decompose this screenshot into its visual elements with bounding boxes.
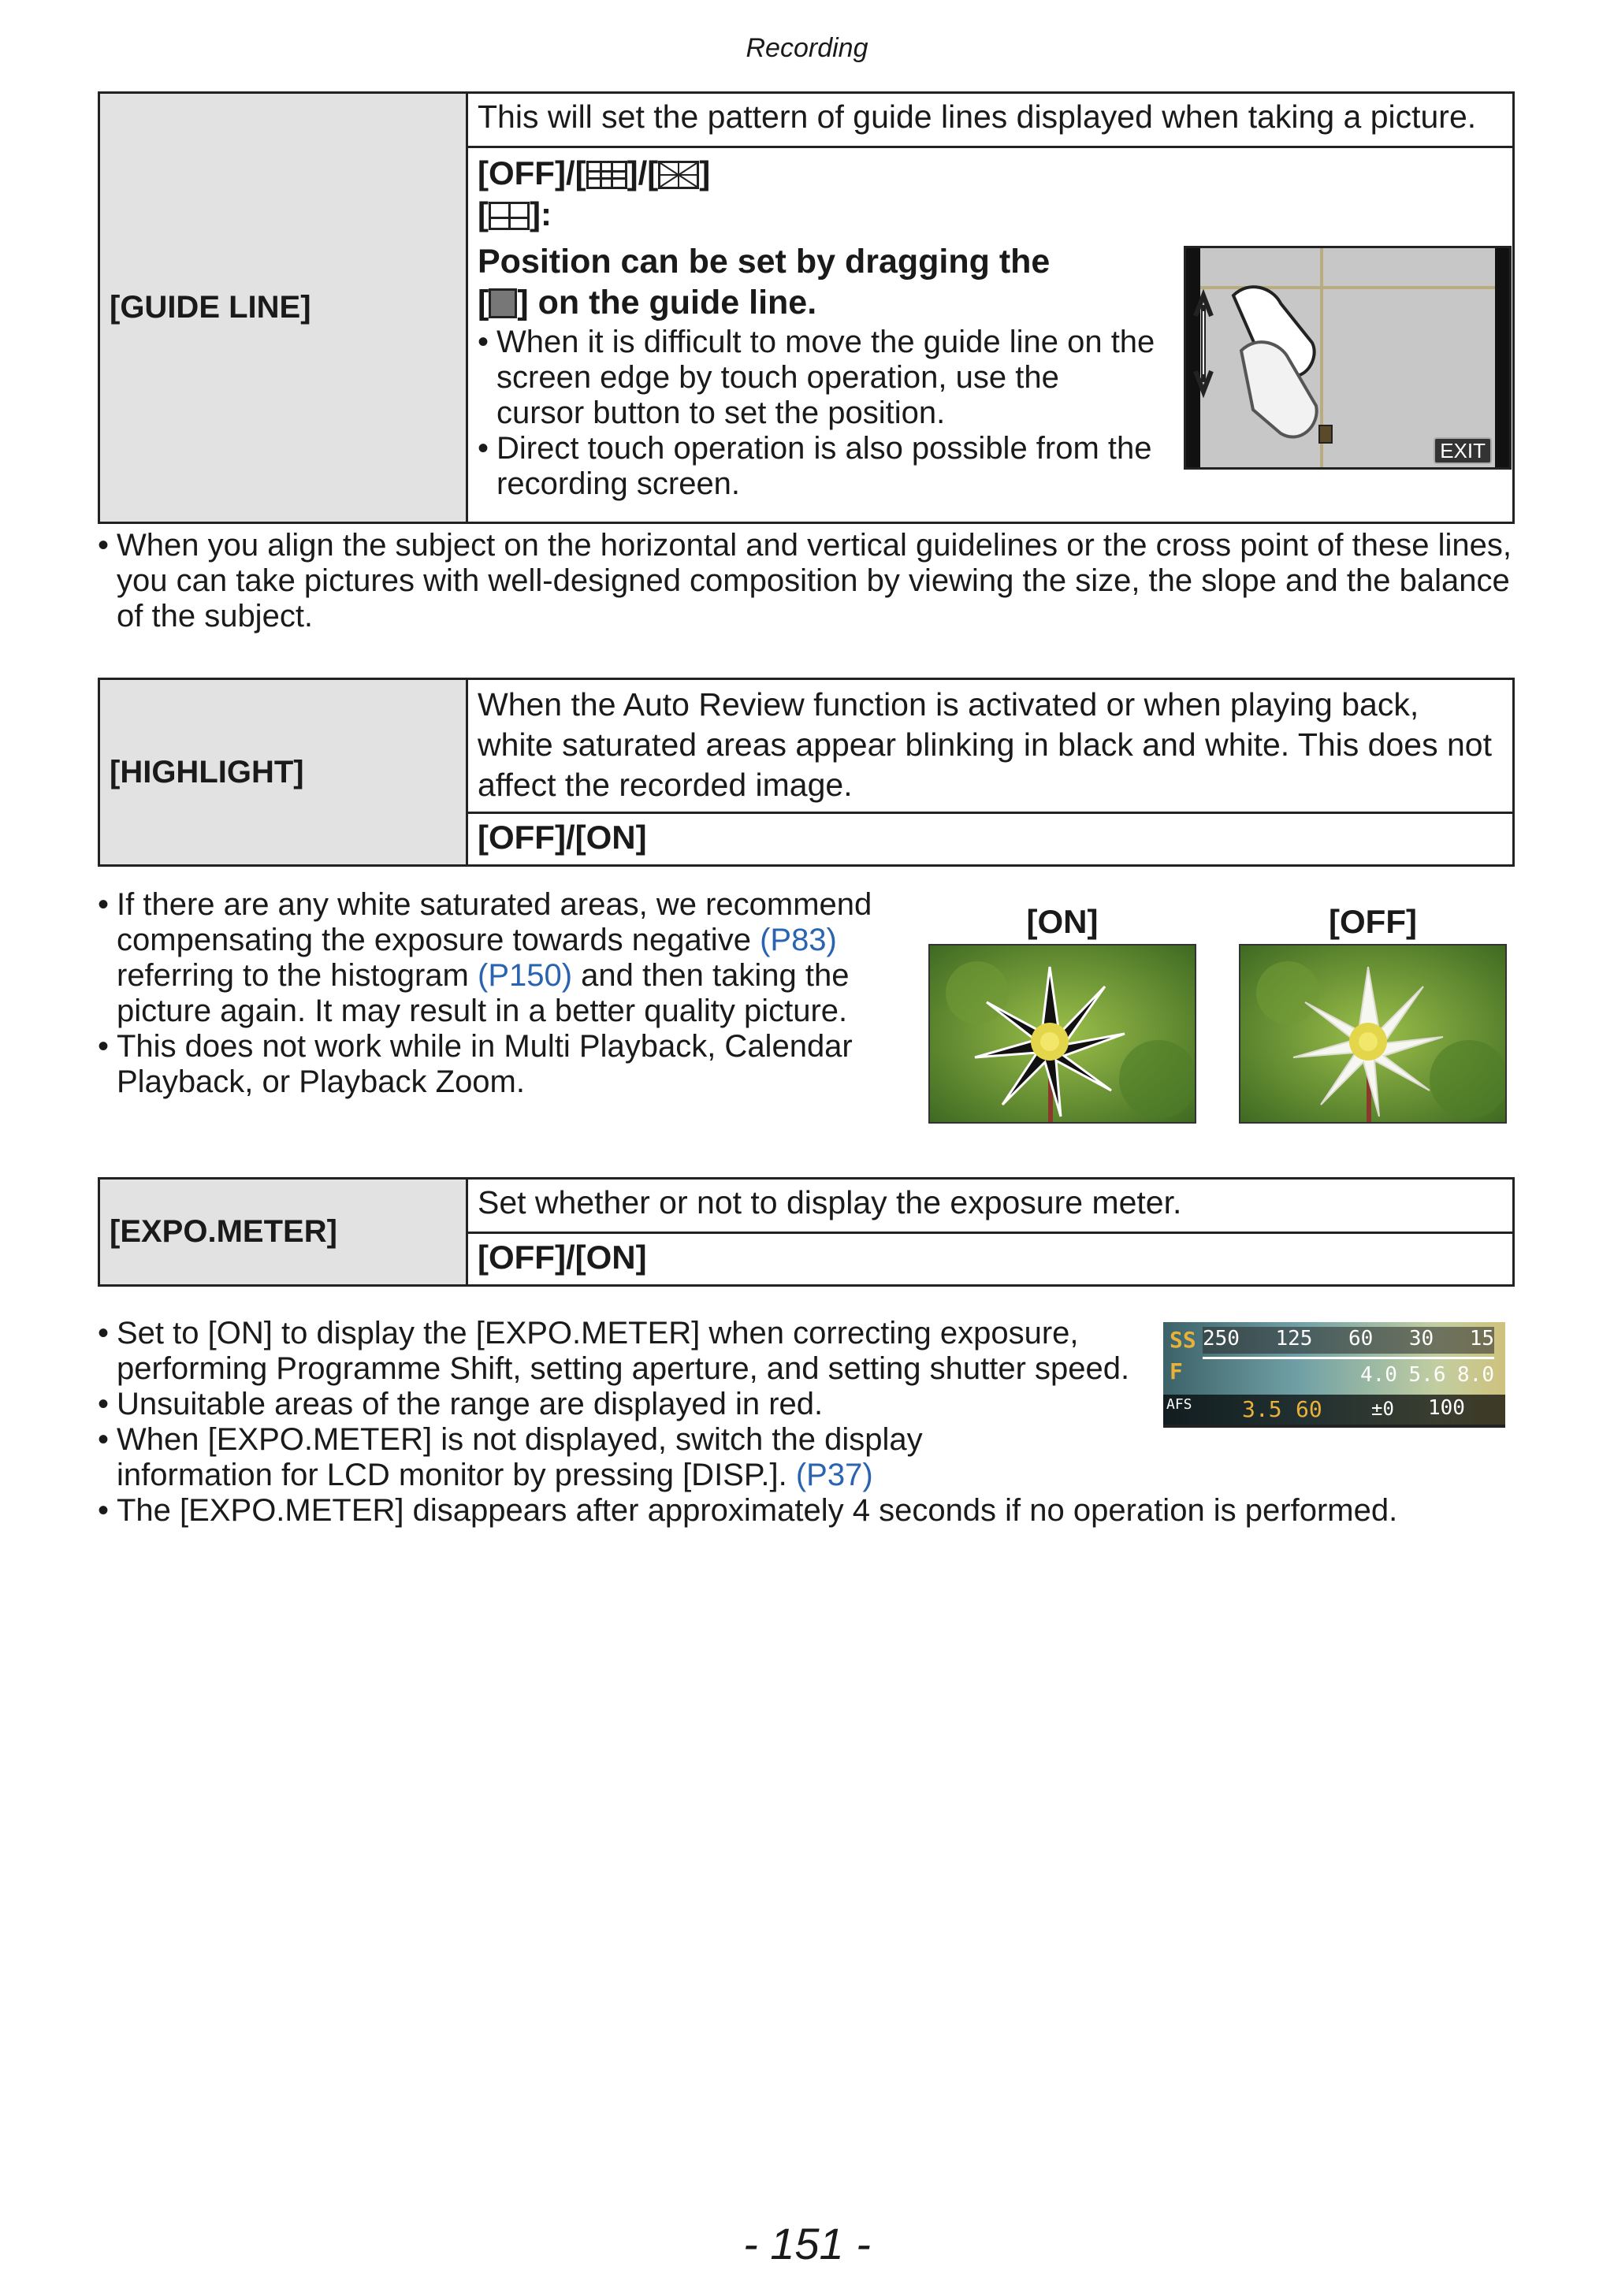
on-caption: [ON] (1026, 903, 1099, 940)
iso-value: 100 (1428, 1396, 1465, 1420)
list-item: • If there are any white saturated areas, we recommend compensating the exposure towards negative (P83) referring to the histogram (P150) and then taking the picture again. It may result in a better quality picture. (98, 887, 886, 1029)
list-item: • Unsuitable areas of the range are displayed in red. (98, 1387, 1516, 1422)
current-shutter: 60 (1296, 1396, 1322, 1422)
expo-meter-label: [EXPO.METER] (99, 1179, 467, 1286)
ss-scale (1203, 1327, 1494, 1354)
guide-line-label: [GUIDE LINE] (99, 93, 467, 523)
af-mode-label: AFS (1166, 1396, 1192, 1413)
expo-meter-options: [OFF]/[ON] (467, 1233, 1514, 1286)
highlight-table (98, 678, 1515, 867)
list-item: • Direct touch operation is also possible from the recording screen. (478, 431, 1155, 502)
exit-button[interactable]: EXIT (1434, 437, 1492, 464)
highlight-on-photo (928, 944, 1196, 1124)
highlight-notes (98, 887, 886, 1100)
guide-line-description: This will set the pattern of guide lines displayed when taking a picture. (467, 93, 1514, 147)
guide-line-option-row1: [OFF]/[ ]/[ ] (478, 154, 711, 191)
list-item: • This does not work while in Multi Playback, Calendar Playback, or Playback Zoom. (98, 1029, 886, 1100)
grid-3x3-icon (586, 161, 627, 189)
page-link[interactable]: (P83) (760, 923, 837, 957)
page-number: - 151 - (743, 2219, 871, 2268)
list-item: • When you align the subject on the horizontal and vertical guidelines or the cross point of these lines, you can take pictures with well-designed composition by viewing the size, the slope and the balance of the subject. (98, 528, 1516, 634)
f-value: 5.6 (1408, 1363, 1446, 1387)
ss-value: 125 (1275, 1327, 1313, 1350)
highlight-off-photo (1239, 944, 1507, 1124)
ss-value: 250 (1203, 1327, 1240, 1350)
page-link[interactable]: (P150) (478, 958, 573, 993)
f-value: 4.0 (1360, 1363, 1397, 1387)
expo-meter-table (98, 1177, 1515, 1287)
guide-line-table (98, 91, 1515, 524)
grid-diagonal-icon (658, 161, 699, 189)
list-item: • When [EXPO.METER] is not displayed, switch the display information for LCD monitor by pressing [DISP.]. (P37) (98, 1422, 1062, 1493)
f-value: 8.0 (1457, 1363, 1494, 1387)
hand-drag-icon (1186, 248, 1509, 467)
list-item: • The [EXPO.METER] disappears after approximately 4 seconds if no operation is performed. (98, 1493, 1516, 1529)
highlight-description: When the Auto Review function is activated or when playing back, white saturated areas appear blinking in black and white. This does not affect the recorded image. (467, 679, 1514, 813)
exposure-compensation: ±0 (1371, 1398, 1394, 1420)
guide-line-bullets (478, 325, 1155, 502)
current-aperture: 3.5 (1242, 1396, 1282, 1422)
ss-value: 15 (1469, 1327, 1494, 1350)
movable-grid-icon (489, 202, 530, 230)
guide-line-position-text: Position can be set by dragging the [ ] on the guide line. (478, 243, 1051, 321)
drag-handle-icon (489, 288, 517, 318)
off-caption: [OFF] (1329, 903, 1417, 940)
ss-label: SS (1170, 1327, 1196, 1353)
guide-line-option-row2: [ ]: (478, 195, 552, 232)
exposure-meter-image (1163, 1322, 1505, 1428)
page-link[interactable]: (P37) (795, 1458, 873, 1492)
f-label: F (1170, 1358, 1183, 1384)
highlight-label: [HIGHLIGHT] (99, 679, 467, 866)
highlight-options: [OFF]/[ON] (467, 813, 1514, 866)
guide-line-options-cell (467, 147, 1514, 523)
expo-meter-description: Set whether or not to display the exposure meter. (467, 1179, 1514, 1233)
ss-value: 60 (1348, 1327, 1374, 1350)
list-item: • Set to [ON] to display the [EXPO.METER] when correcting exposure, performing Programme Shift, setting aperture, and setting shutter speed. (98, 1316, 1141, 1387)
guide-line-note (98, 528, 1516, 634)
guide-line-touch-illustration (1184, 246, 1512, 470)
ss-value: 30 (1408, 1327, 1434, 1350)
f-scale (1360, 1363, 1494, 1387)
list-item: • When it is difficult to move the guide line on the screen edge by touch operation, use the cursor button to set the position. (478, 325, 1155, 431)
page-header: Recording (746, 33, 868, 63)
